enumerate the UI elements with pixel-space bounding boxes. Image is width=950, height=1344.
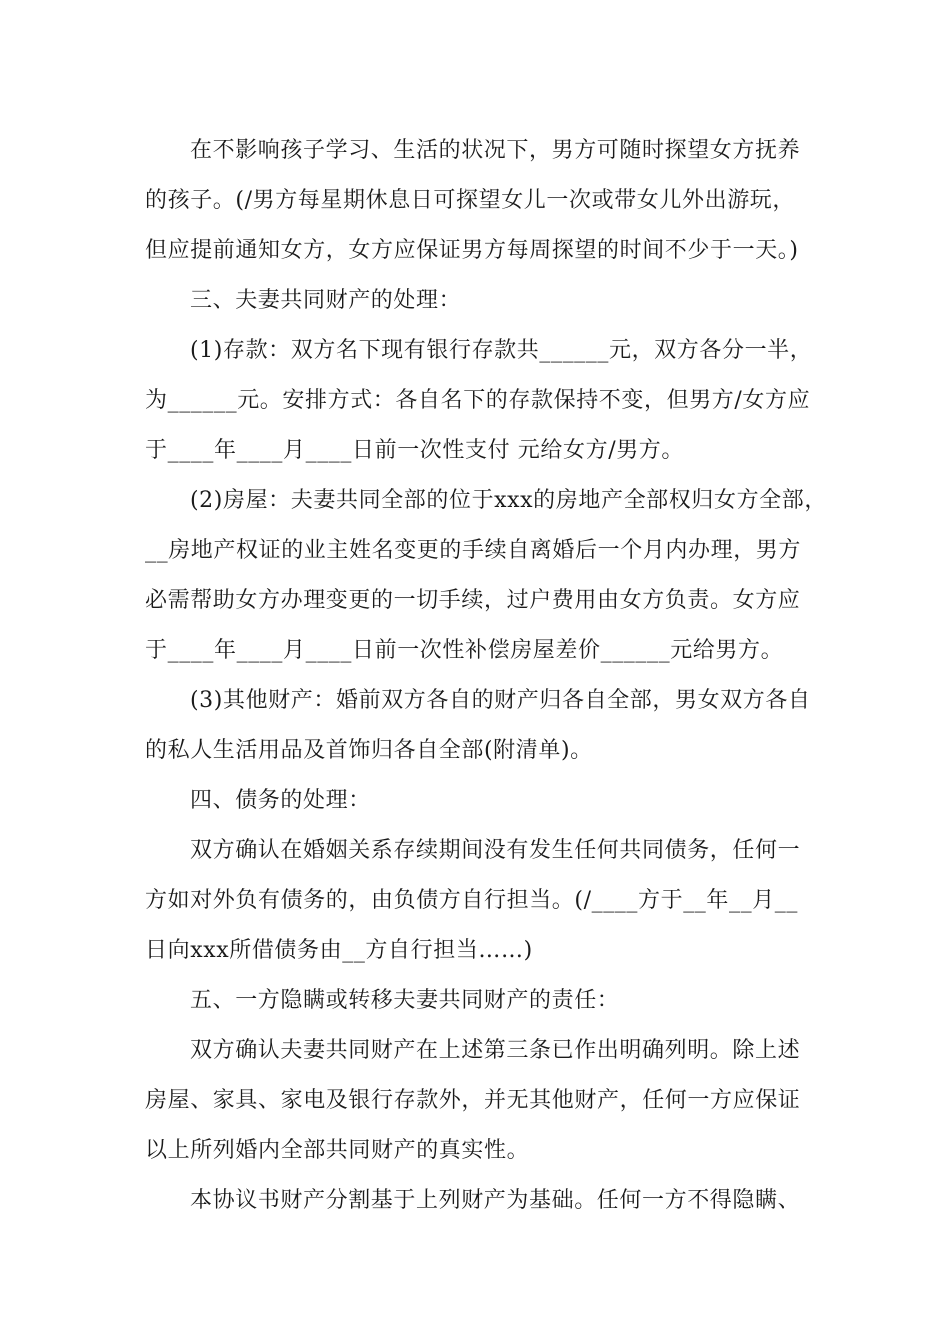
text-line: 于____年____月____日前一次性补偿房屋差价______元给男方。	[145, 638, 784, 663]
text-line: 方如对外负有债务的，由负债方自行担当。(/____方于__年__月__	[145, 888, 798, 913]
text-line: 双方确认夫妻共同财产在上述第三条已作出明确列明。除上述	[190, 1038, 801, 1063]
text-line: __房地产权证的业主姓名变更的手续自离婚后一个月内办理，男方	[145, 538, 802, 563]
text-line: 于____年____月____日前一次性支付 元给女方/男方。	[145, 438, 685, 463]
text-line: (2)房屋：夫妻共同全部的位于xxx的房地产全部权归女方全部，	[190, 488, 827, 513]
section-heading: 三、夫妻共同财产的处理：	[190, 288, 462, 313]
text-line: 以上所列婚内全部共同财产的真实性。	[145, 1138, 530, 1163]
section-heading: 五、一方隐瞒或转移夫妻共同财产的责任：	[190, 988, 620, 1013]
section-heading: 四、债务的处理：	[190, 788, 371, 813]
text-line: (3)其他财产：婚前双方各自的财产归各自全部，男女双方各自	[190, 688, 811, 713]
text-line: (1)存款：双方名下现有银行存款共______元，双方各分一半，	[190, 338, 813, 363]
text-line: 必需帮助女方办理变更的一切手续，过户费用由女方负责。女方应	[145, 588, 801, 613]
text-line: 日向xxx所借债务由__方自行担当……)	[145, 938, 533, 963]
text-line: 在不影响孩子学习、生活的状况下，男方可随时探望女方抚养	[190, 138, 801, 163]
text-line: 但应提前通知女方，女方应保证男方每周探望的时间不少于一天。)	[145, 238, 799, 263]
text-line: 房屋、家具、家电及银行存款外，并无其他财产，任何一方应保证	[145, 1088, 801, 1113]
text-line: 的孩子。(/男方每星期休息日可探望女儿一次或带女儿外出游玩，	[145, 188, 795, 213]
text-line: 的私人生活用品及首饰归各自全部(附清单)。	[145, 738, 593, 763]
text-line: 本协议书财产分割基于上列财产为基础。任何一方不得隐瞒、	[190, 1188, 801, 1213]
text-line: 为______元。安排方式：各自名下的存款保持不变，但男方/女方应	[145, 388, 811, 413]
text-line: 双方确认在婚姻关系存续期间没有发生任何共同债务，任何一	[190, 838, 801, 863]
